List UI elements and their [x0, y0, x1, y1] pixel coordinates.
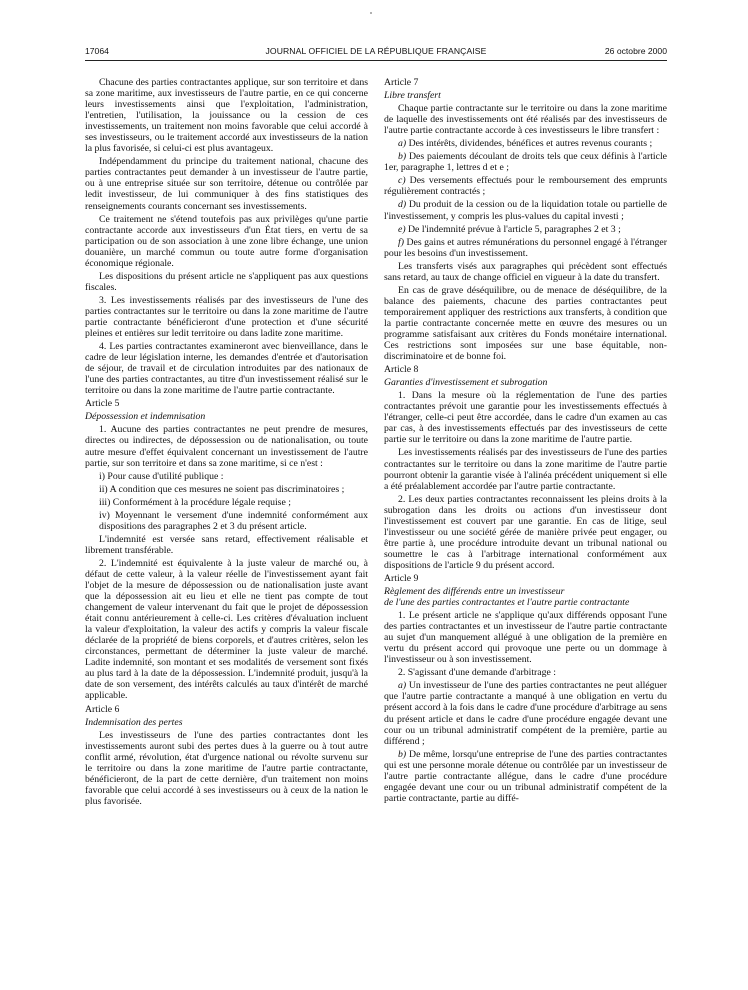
condition-list [85, 471, 368, 532]
left-column [85, 77, 368, 809]
page-number: 17064 [85, 46, 109, 56]
article-7-heading: Article 7 [384, 77, 419, 88]
list-item [384, 680, 667, 746]
publication-date: 26 octobre 2000 [604, 46, 667, 56]
item-letter: a) [398, 138, 407, 150]
list-item: ii) A condition que ces mesures ne soient pas discriminatoires ; [99, 483, 345, 495]
item-text: Des gains et autres rémunérations du personnel engagé à l'étranger pour les besoins d'un investissement. [384, 236, 667, 259]
item-text: Du produit de la cession ou de la liquidation totale ou partielle de l'investissement, y compris les plus-values du capital investi ; [384, 199, 667, 222]
paragraph: 1. Le présent article ne s'applique qu'aux différends opposant l'une des parties contractantes et un investisseur de l'autre partie contractante au sujet d'un manquement allégué à une obligation de la première en vertu du présent accord qui provoque une perte ou un dommage à l'investisseur ou à son investissement. [384, 610, 667, 666]
item-text: Des paiements découlant de droits tels que ceux définis à l'article 1er, paragraphe 1, lettres d et e ; [384, 151, 667, 174]
right-column [384, 77, 667, 806]
paragraph: 4. Les parties contractantes examineront avec bienveillance, dans le cadre de leur législation interne, les demandes d'entrée et d'autorisation de séjour, de travail et de circulation introduites par des nationaux de l'une des parties contractantes, au titre d'un investissement réalisé sur le territoire ou dans la zone maritime de l'autre partie contractante. [85, 341, 368, 397]
article-6-heading: Article 6 [85, 703, 120, 715]
item-letter: d) [398, 199, 407, 211]
paragraph: En cas de grave déséquilibre, ou de menace de déséquilibre, de la balance des paiements, chacune des parties contractantes peut temporairement appliquer des restrictions aux transferts, à condition que la partie contractante concernée mette en œuvre des mesures ou un programme satisfaisant aux critères du Fonds monétaire international. Ces restrictions sont imposées sur une base équitable, non-discriminatoire et de bonne foi. [384, 284, 667, 363]
item-text: Un investisseur de l'une des parties contractantes ne peut alléguer que l'autre partie contractante a manqué à une obligation en vertu du présent accord à la fois dans le cadre d'une procédure d'arbitrage au sens du présent article et dans le cadre d'une procédure engagée devant une cour ou un tribunal administratif compétent de la première, partie au différend ; [384, 680, 667, 747]
list-item [384, 224, 667, 235]
list-item: iv) Moyennant le versement d'une indemnité conformément aux dispositions des paragraphes 2 et 3 du présent article. [99, 509, 368, 532]
item-text: De l'indemnité prévue à l'article 5, paragraphes 2 et 3 ; [405, 223, 621, 235]
paragraph: Les dispositions du présent article ne s'appliquent pas aux questions fiscales. [85, 270, 368, 293]
paragraph: Chaque partie contractante sur le territoire ou dans la zone maritime de laquelle des investissements ont été réalisés par des investisseurs de l'autre partie contractante accorde à ces investisseurs le libre transfert : [384, 103, 667, 137]
paragraph: Les investissements réalisés par des investisseurs de l'une des parties contractantes sur le territoire ou dans la zone maritime de l'autre partie pourront obtenir la garantie visée à l'alinéa précédent uniquement si elle a été préalablement accordée par l'autre partie contractante. [384, 447, 667, 492]
article-8-heading: Article 8 [384, 364, 419, 376]
paragraph: Les investisseurs de l'une des parties contractantes dont les investissements auront subi des pertes dues à la guerre ou à tout autre conflit armé, révolution, état d'urgence national ou révolte survenu sur le territoire ou dans la zone maritime de l'autre partie contractante, bénéficieront, de la part de cette dernière, d'un traitement non moins favorable que celui accordé à ses investisseurs ou à ceux de la nation le plus favorisée. [85, 729, 368, 807]
paragraph: 1. Aucune des parties contractantes ne peut prendre de mesures, directes ou indirectes, de dépossession ou de nationalisation, ou toute autre mesure d'effet équivalent concernant un investissement de l'autre partie, sur son territoire et dans sa zone maritime, si ce n'est : [85, 424, 368, 469]
journal-title: JOURNAL OFFICIEL DE LA RÉPUBLIQUE FRANÇAISE [265, 46, 487, 56]
article-8-subtitle: Garanties d'investissement et subrogation [384, 377, 548, 389]
page-header [85, 46, 667, 60]
item-letter: b) [398, 748, 407, 760]
item-letter: b) [398, 151, 407, 163]
header-rule [85, 60, 667, 61]
paragraph: 1. Dans la mesure où la réglementation de l'une des parties contractantes prévoit une garantie pour les investissements effectués à l'étranger, celle-ci peut être accordée, dans le cadre d'un examen au cas par cas, à des investissements effectués par des investisseurs de cette partie sur le territoire ou dans la zone maritime de l'autre partie. [384, 390, 667, 446]
list-item [384, 175, 667, 197]
article-9-subtitle-line-2: de l'une des parties contractantes et l'autre partie contractante [384, 597, 630, 609]
item-letter: e) [398, 223, 406, 235]
item-text: Des versements effectués pour le remboursement des emprunts régulièrement contractés ; [384, 175, 667, 198]
list-item: iii) Conformément à la procédure légale requise ; [99, 496, 291, 508]
paragraph: 2. S'agissant d'une demande d'arbitrage : [398, 667, 556, 679]
paragraph: L'indemnité est versée sans retard, effectivement réalisable et librement transférable. [85, 533, 368, 556]
article-5-subtitle: Dépossession et indemnisation [85, 411, 206, 423]
list-item [384, 237, 667, 259]
list-item [384, 749, 667, 804]
paragraph: Indépendamment du principe du traitement national, chacune des parties contractantes peut demander à un investisseur de l'autre partie, ou à une entreprise située sur son territoire, détenue ou contrôlée par ledit investisseur, de lui communiquer à des fins statistiques des renseignements courants concernant ses investissements. [85, 156, 368, 212]
article-9-heading: Article 9 [384, 572, 419, 584]
list-item [384, 138, 667, 149]
item-text: Des intérêts, dividendes, bénéfices et autres revenus courants ; [406, 138, 653, 150]
article-5-heading: Article 5 [85, 398, 120, 410]
paragraph: 3. Les investissements réalisés par des investisseurs de l'une des parties contractantes sur le territoire ou dans la zone maritime de l'autre partie contractante bénéficieront d'une protection et d'une sécurité pleines et entières sur ledit territoire ou dans ladite zone maritime. [85, 294, 368, 340]
item-text: De même, lorsqu'une entreprise de l'une des parties contractantes qui est une personne morale détenue ou contrôlée par un investisseur de l'autre partie contractante allégue, dans le cadre d'une procédure engagée devant une cour ou un tribunal administratif compétent de la partie contractante, partie au diffé- [384, 748, 667, 804]
item-letter: c) [398, 175, 406, 187]
paragraph: Les transferts visés aux paragraphes qui précèdent sont effectués sans retard, au taux de change officiel en vigueur à la date du transfert. [384, 260, 667, 283]
article-6-subtitle: Indemnisation des pertes [85, 716, 183, 728]
article-9-subtitle-line-1: Règlement des différends entre un investisseur [384, 586, 565, 598]
scan-speck [370, 12, 372, 14]
list-item [384, 199, 667, 221]
paragraph: Ce traitement ne s'étend toutefois pas aux privilèges qu'une partie contractante accorde aux investisseurs d'un État tiers, en vertu de sa participation ou de son association à une zone libre échange, une union douanière, un marché commun ou toute autre forme d'organisation économique régionale. [85, 213, 368, 269]
list-item: i) Pour cause d'utilité publique : [99, 470, 224, 482]
item-letter: f) [398, 236, 404, 248]
item-letter: a) [398, 680, 407, 692]
paragraph: Chacune des parties contractantes applique, sur son territoire et dans sa zone maritime, aux investisseurs de l'autre partie, en ce qui concerne leurs investissements ainsi que l'exploitation, l'administration, l'entretien, l'utilisation, la jouissance ou la cession de ces investissements, un traitement non moins favorable que celui accordé à ses investisseurs, ou le traitement accordé aux investisseurs de la nation la plus favorisée, si celui-ci est plus avantageux. [85, 77, 368, 155]
list-item [384, 151, 667, 173]
article-7-subtitle: Libre transfert [384, 90, 441, 102]
paragraph: 2. Les deux parties contractantes reconnaissent les pleins droits à la subrogation dans les droits ou actions d'un investisseur dont l'investissement est couvert par une garantie. En cas de litige, seul l'investisseur ou une société gérée de manière privée peut engager, ou être partie à, une procédure introduite devant un tribunal national ou soumettre le cas à l'arbitrage international conformément aux dispositions de l'article 9 du présent accord. [384, 493, 667, 571]
paragraph: 2. L'indemnité est équivalente à la juste valeur de marché ou, à défaut de cette valeur, à la valeur réelle de l'investissement ayant fait l'objet de la mesure de dépossession ou de nationalisation juste avant que la dépossession ait eu lieu et elle ne tient pas compte de tout changement de valeur intervenant du fait que le projet de dépossession était connu antérieurement à celle-ci. Les critères d'évaluation incluent la valeur d'exploitation, la valeur des actifs y compris la valeur fiscale déclarée de la propriété de biens corporels, et d'autres critères, selon les circonstances, permettant de déterminer la juste valeur de marché. Ladite indemnité, son montant et ses modalités de versement sont fixés au plus tard à la date de la dépossession. L'indemnité produit, jusqu'à la date de son versement, des intérêts calculés au taux d'intérêt de marché applicable. [85, 557, 368, 702]
